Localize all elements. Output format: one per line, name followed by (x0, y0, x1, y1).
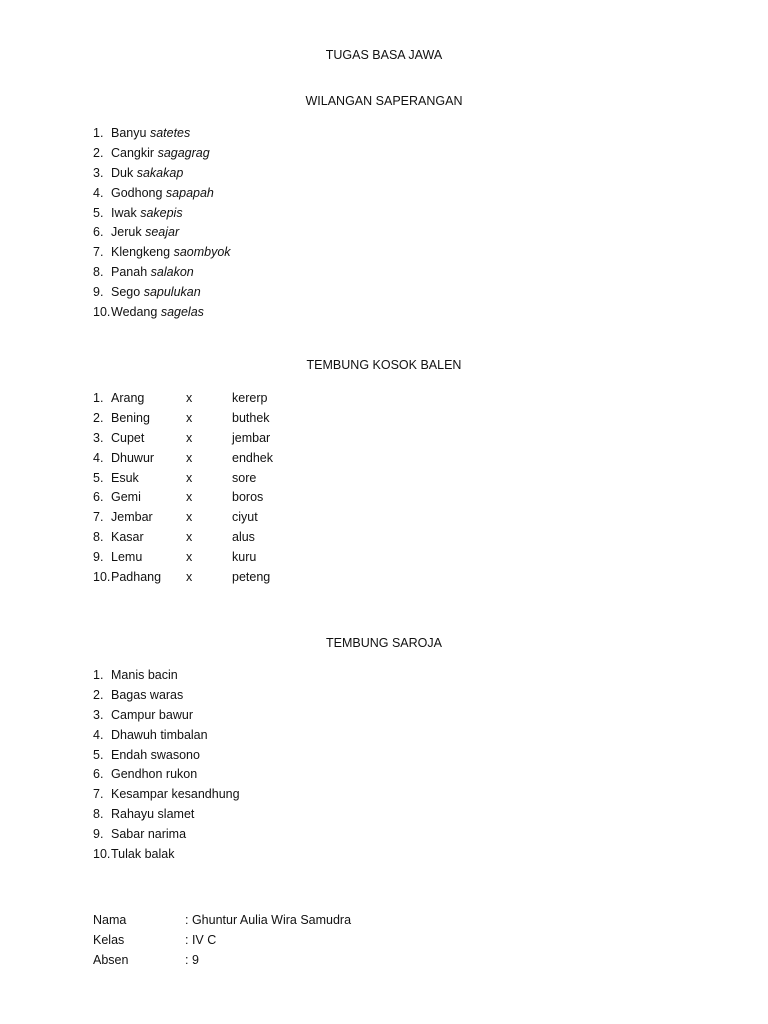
section-heading-saroja: TEMBUNG SAROJA (326, 636, 442, 650)
saroja-list (93, 666, 240, 865)
section-heading-wilangan: WILANGAN SAPERANGAN (305, 94, 463, 108)
list-item: 1. Arang x kererp (93, 391, 268, 405)
name-value: : Ghuntur Aulia Wira Samudra (185, 913, 352, 927)
list-item: 3. Cupet x jembar (93, 430, 271, 445)
list-item: 7. Kesampar kesandhung (93, 787, 240, 802)
list-item: 4. Dhuwur x endhek (93, 450, 274, 465)
list-item: 9. Lemu x kuru (93, 550, 257, 565)
document-title: TUGAS BASA JAWA (325, 48, 443, 62)
wilangan-list (93, 124, 231, 323)
list-item: 3. Campur bawur (93, 707, 193, 722)
kosok-balen-list (93, 389, 274, 588)
list-item: 2. Cangkir sagagrag (93, 145, 210, 160)
list-item: 4. Godhong sapapah (93, 185, 214, 200)
list-item: 2. Bagas waras (93, 687, 184, 702)
list-item: 10.Wedang sagelas (93, 305, 204, 320)
absen-value: : 9 (185, 953, 199, 967)
list-item: 7. Jembar x ciyut (93, 510, 258, 525)
list-item: 5. Iwak sakepis (93, 205, 183, 220)
class-label: Kelas (93, 933, 125, 947)
list-item: 10. Padhang x peteng (93, 570, 271, 585)
list-item: 1. Banyu satetes (93, 126, 191, 140)
section-heading-kosok-balen: TEMBUNG KOSOK BALEN (306, 358, 462, 372)
class-value: : IV C (185, 933, 217, 947)
list-item: 8. Panah salakon (93, 265, 194, 280)
list-item: 9. Sego sapulukan (93, 285, 201, 300)
list-item: 5. Esuk x sore (93, 470, 257, 485)
list-item: 3. Duk sakakap (93, 165, 184, 180)
absen-label: Absen (93, 953, 129, 967)
list-item: 8. Kasar x alus (93, 530, 255, 545)
name-label: Nama (93, 913, 127, 927)
list-item: 4. Dhawuh timbalan (93, 727, 208, 742)
list-item: 5. Endah swasono (93, 747, 200, 762)
list-item: 7. Klengkeng saombyok (93, 245, 231, 260)
list-item: 8. Rahayu slamet (93, 807, 195, 822)
list-item: 6. Jeruk seajar (93, 225, 180, 240)
list-item: 2. Bening x buthek (93, 410, 270, 425)
list-item: 9. Sabar narima (93, 827, 187, 842)
list-item: 6. Gemi x boros (93, 490, 264, 505)
list-item: 1. Manis bacin (93, 668, 178, 682)
list-item: 10.Tulak balak (93, 847, 175, 862)
list-item: 6. Gendhon rukon (93, 767, 198, 782)
